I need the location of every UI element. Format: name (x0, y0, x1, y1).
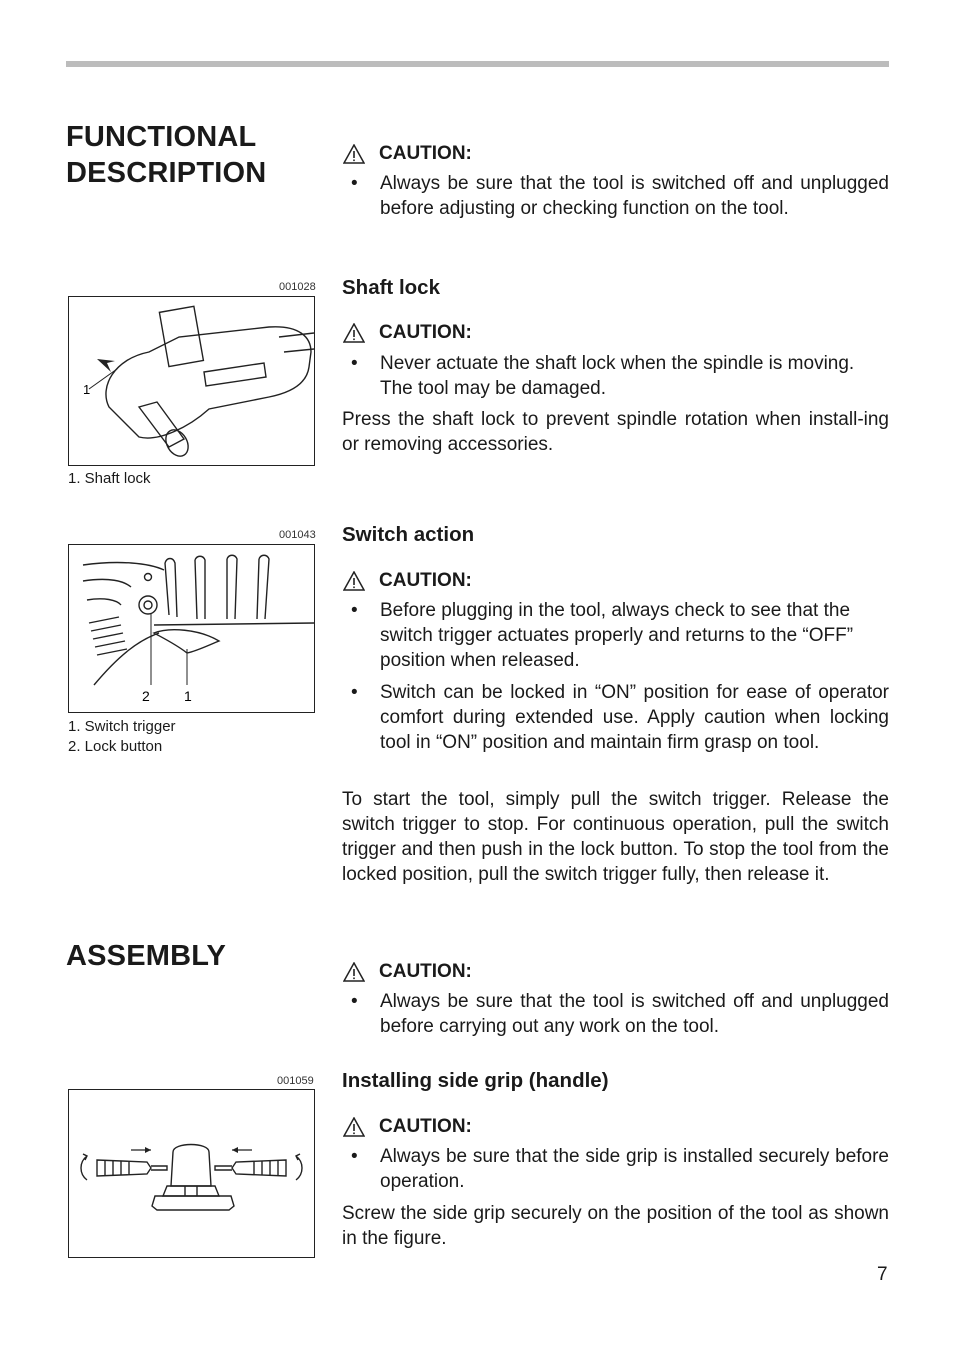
figure-caption: 1. Switch trigger (68, 718, 176, 735)
caution-bullet: • Always be sure that the tool is switched off and unplugged before adjusting or checking function on the tool. (351, 173, 889, 219)
subsection-title-switch-action: Switch action (342, 523, 475, 546)
side-grip-figure (68, 1089, 315, 1258)
switch-action-description: To start the tool, simply pull the switch trigger. Release the switch trigger to stop. For continuous operation, pull the switch trigger and then push in the lock button. To stop the tool from the locked position, pull the switch trigger fully, then release it. (342, 789, 889, 885)
caution-label: CAUTION: (342, 1115, 472, 1139)
side-grip-installation-illustration (69, 1090, 314, 1257)
svg-text:2: 2 (142, 688, 150, 704)
caution-bullet: • Switch can be locked in “ON” position for ease of operator comfort during extended use. Apply caution when locking tool in “ON” position and maintain firm grasp on tool. (351, 682, 889, 753)
svg-text:1: 1 (184, 688, 192, 704)
svg-text:1: 1 (83, 382, 91, 397)
warning-icon (343, 1117, 365, 1137)
figure-caption: 1. Shaft lock (68, 470, 151, 487)
switch-trigger-illustration (69, 545, 314, 712)
warning-icon (343, 144, 365, 164)
warning-icon (343, 323, 365, 343)
figure-caption: 2. Lock button (68, 738, 163, 755)
warning-icon (343, 571, 365, 591)
side-grip-description: Screw the side grip securely on the position of the tool as shown in the figure. (342, 1203, 889, 1249)
figure-code: 001059 (277, 1075, 314, 1087)
caution-bullet: • Never actuate the shaft lock when the spindle is moving. The tool may be damaged. (351, 353, 855, 399)
shaft-lock-description: Press the shaft lock to prevent spindle rotation when install-ing or removing accessories. (342, 409, 889, 455)
caution-label: CAUTION: (342, 321, 472, 345)
subsection-title-installing-side-grip: Installing side grip (handle) (342, 1069, 609, 1092)
caution-bullet: • Before plugging in the tool, always check to see that the switch trigger actuates properly and returns to the “OFF” position when released. (351, 600, 854, 671)
caution-bullet: • Always be sure that the side grip is installed securely before operation. (351, 1146, 889, 1192)
figure-code: 001043 (279, 529, 316, 541)
section-heading-assembly: ASSEMBLY (66, 940, 227, 972)
grinder-shaft-lock-illustration (69, 297, 314, 465)
header-rule (66, 61, 889, 67)
subsection-title-shaft-lock: Shaft lock (342, 276, 440, 299)
shaft-lock-figure (68, 296, 315, 466)
caution-bullet: • Always be sure that the tool is switched off and unplugged before carrying out any work on the tool. (351, 991, 889, 1037)
caution-label: CAUTION: (342, 142, 472, 166)
figure-code: 001028 (279, 281, 316, 293)
switch-action-figure (68, 544, 315, 713)
warning-icon (343, 962, 365, 982)
caution-label: CAUTION: (342, 960, 472, 984)
section-heading-functional-description: FUNCTIONAL DESCRIPTION (66, 121, 267, 189)
caution-label: CAUTION: (342, 569, 472, 593)
page-number: 7 (877, 1264, 888, 1285)
